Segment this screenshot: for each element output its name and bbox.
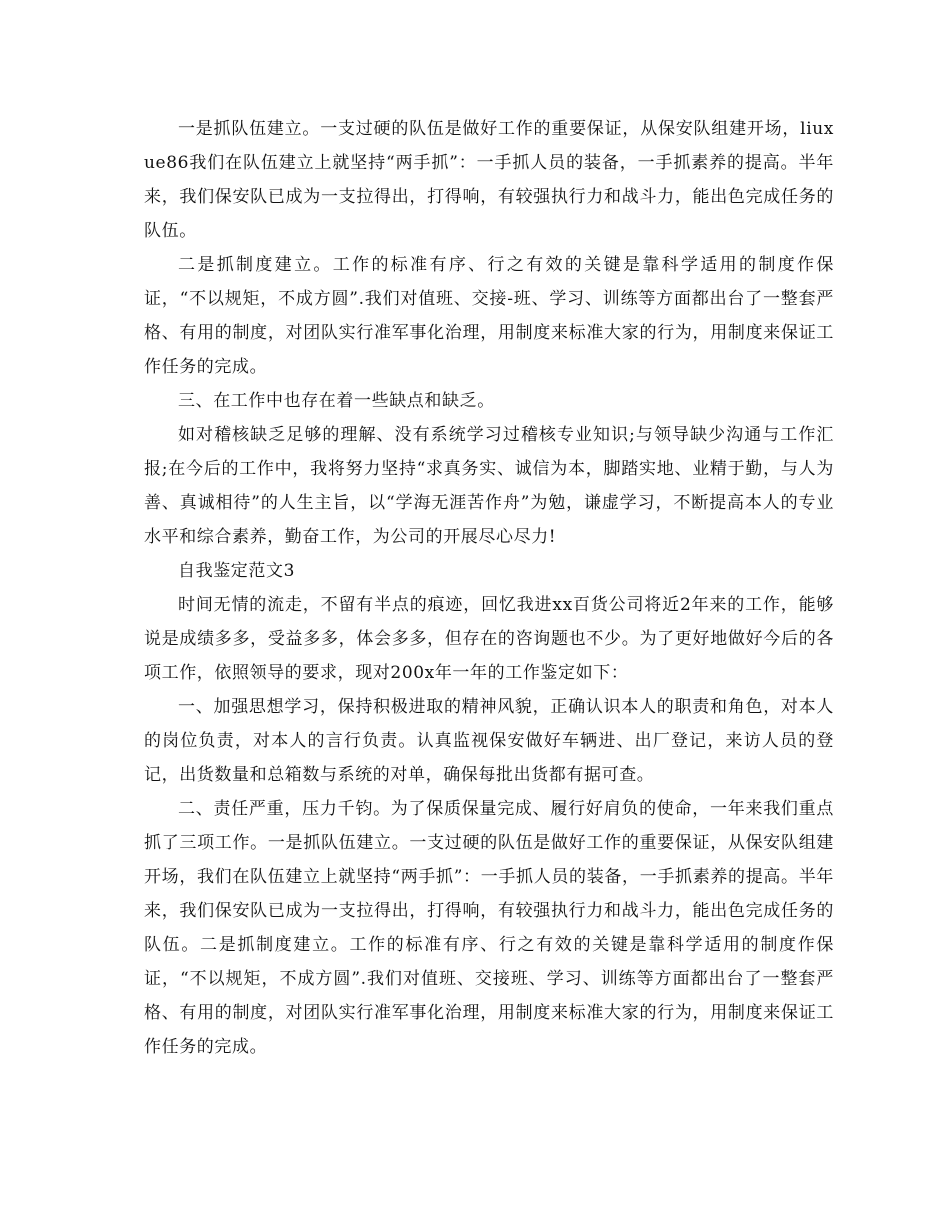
- document-body: [144, 112, 834, 1064]
- paragraph: 一、加强思想学习，保持积极进取的精神风貌，正确认识本人的职责和角色，对本人的岗位负责，对本人的言行负责。认真监视保安做好车辆进、出厂登记，来访人员的登记，出货数量和总箱数与系统的对单，确保每批出货都有据可查。: [144, 697, 834, 785]
- paragraph: 二是抓制度建立。工作的标准有序、行之有效的关键是靠科学适用的制度作保证，“不以规矩，不成方圆”.我们对值班、交接-班、学习、训练等方面都出台了一整套严格、有用的制度，对团队实行准军事化治理，用制度来标准大家的行为，用制度来保证工作任务的完成。: [144, 255, 834, 377]
- paragraph: 如对稽核缺乏足够的理解、没有系统学习过稽核专业知识;与领导缺少沟通与工作汇报;在今后的工作中，我将努力坚持“求真务实、诚信为本，脚踏实地、业精于勤，与人为善、真诚相待”的人生主旨，以“学海无涯苦作舟”为勉，谦虚学习，不断提高本人的专业水平和综合素养，勤奋工作，为公司的开展尽心尽力!: [144, 425, 834, 547]
- paragraph: 二、责任严重，压力千钧。为了保质保量完成、履行好肩负的使命，一年来我们重点抓了三项工作。一是抓队伍建立。一支过硬的队伍是做好工作的重要保证，从保安队组建开场，我们在队伍建立上就坚持“两手抓”：一手抓人员的装备，一手抓素养的提高。半年来，我们保安队已成为一支拉得出，打得响，有较强执行力和战斗力，能出色完成任务的队伍。二是抓制度建立。工作的标准有序、行之有效的关键是靠科学适用的制度作保证，“不以规矩，不成方圆”.我们对值班、交接班、学习、训练等方面都出台了一整套严格、有用的制度，对团队实行准军事化治理，用制度来标准大家的行为，用制度来保证工作任务的完成。: [144, 799, 834, 1057]
- paragraph: 三、在工作中也存在着一些缺点和缺乏。: [178, 391, 495, 411]
- paragraph: 一是抓队伍建立。一支过硬的队伍是做好工作的重要保证，从保安队组建开场，liuxue86我们在队伍建立上就坚持“两手抓”：一手抓人员的装备，一手抓素养的提高。半年来，我们保安队已成为一支拉得出，打得响，有较强执行力和战斗力，能出色完成任务的队伍。: [144, 119, 834, 241]
- paragraph: 时间无情的流走，不留有半点的痕迹，回忆我进xx百货公司将近2年来的工作，能够说是成绩多多，受益多多，体会多多，但存在的咨询题也不少。为了更好地做好今后的各项工作，依照领导的要求，现对200x年一年的工作鉴定如下：: [144, 595, 834, 683]
- section-heading: 自我鉴定范文3: [178, 561, 296, 581]
